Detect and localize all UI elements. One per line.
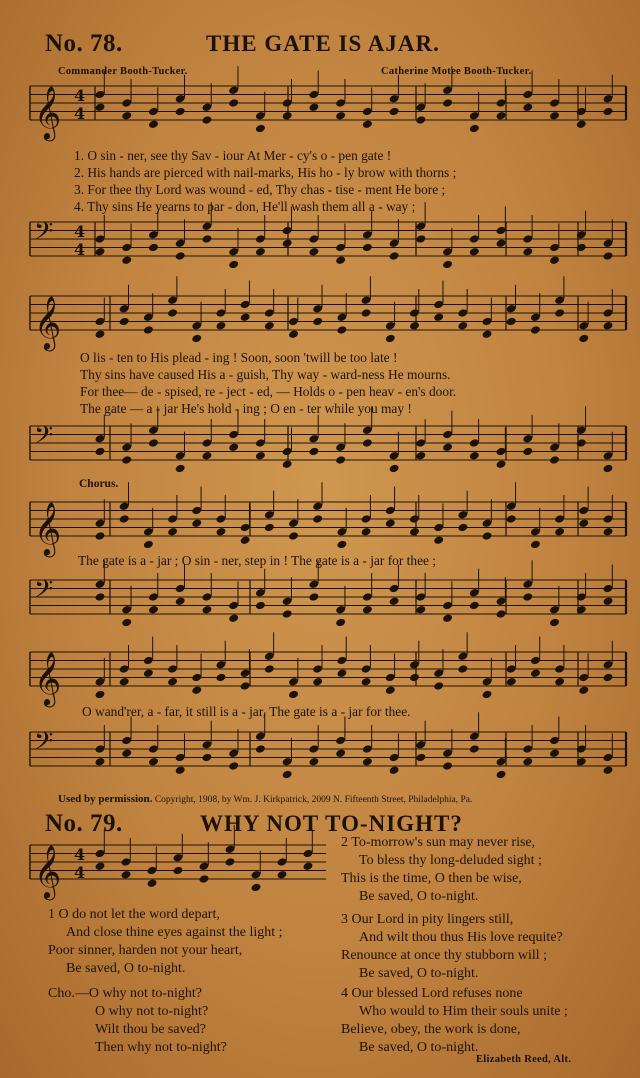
- note-head: [167, 308, 178, 318]
- note-head: [201, 234, 212, 244]
- note-head: [469, 601, 480, 611]
- poem-line: And wilt thou thus His love requite?: [359, 930, 563, 945]
- note-head: [147, 878, 158, 888]
- note-head: [442, 442, 453, 452]
- note-head: [385, 685, 396, 695]
- note-head: [361, 308, 372, 318]
- note-head: [255, 601, 266, 611]
- note-head: [362, 119, 373, 129]
- system-1-verses: [74, 147, 456, 215]
- note-head: [95, 329, 106, 339]
- note-head: [288, 531, 299, 541]
- note-head: [215, 527, 226, 537]
- note-head: [506, 317, 517, 327]
- note-head: [469, 247, 480, 257]
- note-head: [530, 325, 541, 335]
- time-signature: 4: [74, 240, 86, 259]
- note-head: [312, 317, 323, 327]
- note-head: [530, 540, 541, 550]
- note-head: [175, 596, 186, 606]
- note-head: [95, 861, 106, 871]
- note-head: [308, 102, 319, 112]
- chorus-line-1: The gate is a - jar ; O sin - ner, step in ! The gate is a - jar for thee ;: [78, 553, 437, 568]
- note-head: [469, 744, 480, 754]
- note-head: [191, 334, 202, 344]
- note-head: [228, 613, 239, 623]
- note-head: [415, 753, 426, 763]
- note-head: [95, 690, 106, 700]
- note-head: [522, 447, 533, 457]
- note-head: [228, 98, 239, 108]
- note-head: [335, 618, 346, 628]
- note-head: [554, 527, 565, 537]
- note-head: [496, 609, 507, 619]
- note-head: [175, 464, 186, 474]
- note-head: [228, 442, 239, 452]
- note-head: [433, 681, 444, 691]
- bass-clef: 𝄢: [34, 575, 54, 610]
- note-head: [199, 874, 210, 884]
- bass-clef: 𝄢: [34, 217, 54, 252]
- note-head: [173, 866, 184, 876]
- note-head: [312, 677, 323, 687]
- hymn-78-title: THE GATE IS AJAR.: [206, 31, 440, 56]
- note-head: [148, 438, 159, 448]
- note-head: [603, 765, 614, 775]
- note-head: [191, 518, 202, 528]
- note-head: [167, 677, 178, 687]
- treble-clef: 𝄞: [34, 651, 62, 705]
- note-head: [530, 668, 541, 678]
- note-head: [95, 247, 106, 257]
- note-head: [549, 748, 560, 758]
- note-head: [282, 459, 293, 469]
- verse-line: For thee— de - spised, re - ject - ed, — Holds o - pen heav - en's door.: [80, 384, 457, 399]
- hymn-79-number: No. 79.: [45, 810, 123, 837]
- note-head: [603, 107, 614, 117]
- stanza-1: [48, 906, 283, 978]
- note-head: [119, 677, 130, 687]
- poem-line: 1 O do not let the word depart,: [48, 907, 220, 922]
- poem-line: 4 Our blessed Lord refuses none: [341, 986, 523, 1001]
- note-head: [308, 757, 319, 767]
- time-signature: 4: [74, 863, 86, 882]
- note-head: [576, 119, 587, 129]
- note-head: [308, 247, 319, 257]
- note-head: [415, 451, 426, 461]
- note-head: [175, 765, 186, 775]
- chorus-line-2: O wand'rer, a - far, it still is a - jar, The gate is a - jar for thee.: [82, 704, 411, 719]
- note-head: [336, 668, 347, 678]
- note-head: [409, 673, 420, 683]
- note-head: [191, 685, 202, 695]
- note-head: [215, 673, 226, 683]
- note-head: [175, 251, 186, 261]
- note-head: [121, 618, 132, 628]
- note-head: [95, 102, 106, 112]
- note-head: [336, 540, 347, 550]
- note-head: [554, 677, 565, 687]
- note-head: [148, 605, 159, 615]
- note-head: [264, 321, 275, 331]
- time-signature: 4: [74, 845, 86, 864]
- note-head: [312, 514, 323, 524]
- note-head: [255, 247, 266, 257]
- note-head: [215, 321, 226, 331]
- note-head: [457, 664, 468, 674]
- verse-line: 2. His hands are pierced with nail-marks, His ho - ly brow with thorns ;: [74, 165, 457, 180]
- note-head: [409, 321, 420, 331]
- note-head: [228, 761, 239, 771]
- bass-clef: 𝄢: [34, 727, 54, 762]
- verse-line: 3. For thee thy Lord was wound - ed, Thy chas - tise - ment He bore ;: [74, 182, 446, 197]
- note-head: [469, 124, 480, 134]
- note-head: [308, 447, 319, 457]
- note-head: [240, 312, 251, 322]
- note-head: [442, 613, 453, 623]
- note-head: [482, 329, 493, 339]
- poem-line: Be saved, O to-night.: [359, 966, 479, 981]
- note-head: [549, 618, 560, 628]
- hymn-79-title: WHY NOT TO-NIGHT?: [200, 811, 463, 836]
- note-head: [603, 321, 614, 331]
- poem-line: To bless thy long-deluded sight ;: [359, 853, 542, 868]
- note-head: [496, 238, 507, 248]
- note-head: [282, 111, 293, 121]
- copyright-text: Copyright, 1908, by Wm. J. Kirkpatrick, 2009 N. Fifteenth Street, Philadelphia, Pa.: [154, 795, 473, 805]
- verse-line: The gate — a - jar He's hold - ing ; O en - ter while you may !: [80, 401, 412, 416]
- note-head: [282, 609, 293, 619]
- note-head: [442, 761, 453, 771]
- poem-line: 2 To-morrow's sun may never rise,: [341, 835, 536, 850]
- note-head: [228, 260, 239, 270]
- treble-clef: 𝄞: [34, 295, 62, 349]
- note-head: [201, 451, 212, 461]
- bass-clef: 𝄢: [34, 421, 54, 456]
- note-head: [282, 770, 293, 780]
- chorus-label: Chorus.: [79, 478, 119, 490]
- note-head: [578, 685, 589, 695]
- note-head: [121, 455, 132, 465]
- hymn-79-chorus: [48, 985, 227, 1057]
- note-head: [251, 883, 262, 893]
- note-head: [95, 447, 106, 457]
- note-head: [603, 527, 614, 537]
- hymn-78-number: No. 78.: [45, 30, 123, 57]
- note-head: [255, 451, 266, 461]
- verse-line: 4. Thy sins He yearns to par - don, He'll wash them all a - way ;: [74, 199, 416, 214]
- note-head: [496, 770, 507, 780]
- poem-line: Wilt thou be saved?: [95, 1022, 207, 1037]
- note-head: [119, 317, 130, 327]
- note-head: [469, 451, 480, 461]
- poem-line: 3 Our Lord in pity lingers still,: [341, 912, 514, 927]
- note-head: [362, 605, 373, 615]
- note-head: [522, 247, 533, 257]
- note-head: [522, 592, 533, 602]
- poem-line: Be saved, O to-night.: [359, 889, 479, 904]
- poem-line: And close thine eyes against the light ;: [66, 925, 283, 940]
- note-head: [457, 523, 468, 533]
- note-head: [143, 540, 154, 550]
- note-head: [385, 334, 396, 344]
- treble-clef: 𝄞: [34, 85, 62, 139]
- note-head: [389, 107, 400, 117]
- note-head: [201, 753, 212, 763]
- time-signature: 4: [74, 86, 86, 105]
- note-head: [308, 592, 319, 602]
- poem-line: Who would to Him their souls unite ;: [359, 1004, 568, 1019]
- note-head: [361, 677, 372, 687]
- note-head: [442, 98, 453, 108]
- note-head: [603, 251, 614, 261]
- stanza-2: [341, 834, 542, 906]
- note-head: [148, 757, 159, 767]
- note-head: [225, 857, 236, 867]
- note-head: [549, 111, 560, 121]
- poem-line: This is the time, O then be wise,: [341, 871, 522, 886]
- note-head: [362, 438, 373, 448]
- note-head: [288, 690, 299, 700]
- note-head: [167, 527, 178, 537]
- treble-clef: 𝄞: [34, 844, 62, 898]
- poem-line: O why not to-night?: [95, 1004, 209, 1019]
- note-head: [335, 455, 346, 465]
- note-head: [240, 535, 251, 545]
- note-head: [389, 251, 400, 261]
- note-head: [415, 234, 426, 244]
- note-head: [95, 592, 106, 602]
- note-head: [143, 325, 154, 335]
- note-head: [415, 115, 426, 125]
- note-head: [336, 325, 347, 335]
- note-head: [433, 312, 444, 322]
- note-head: [264, 664, 275, 674]
- note-head: [389, 464, 400, 474]
- note-head: [409, 527, 420, 537]
- stanza-3: [341, 911, 563, 983]
- note-head: [496, 459, 507, 469]
- note-head: [554, 308, 565, 318]
- note-head: [303, 861, 314, 871]
- note-head: [255, 744, 266, 754]
- note-head: [603, 596, 614, 606]
- note-head: [121, 111, 132, 121]
- time-signature: 4: [74, 222, 86, 241]
- note-head: [201, 115, 212, 125]
- note-head: [148, 119, 159, 129]
- note-head: [119, 514, 130, 524]
- note-head: [121, 748, 132, 758]
- poem-line: Then why not to-night?: [95, 1040, 227, 1055]
- copyright-lead: Used by permission.: [58, 793, 153, 805]
- note-head: [121, 255, 132, 265]
- poem-line: Believe, obey, the work is done,: [341, 1022, 521, 1037]
- note-head: [95, 757, 106, 767]
- note-head: [264, 523, 275, 533]
- note-head: [506, 677, 517, 687]
- poem-line: Renounce at once thy stubborn will ;: [341, 948, 548, 963]
- time-signature: 4: [74, 104, 86, 123]
- verse-line: 1. O sin - ner, see thy Sav - iour At Mer - cy's o - pen gate !: [74, 148, 392, 163]
- note-head: [175, 107, 186, 117]
- note-head: [603, 673, 614, 683]
- note-head: [496, 111, 507, 121]
- note-head: [415, 605, 426, 615]
- verse-line: Thy sins have caused His a - guish, Thy way - ward-ness He mourns.: [80, 367, 451, 382]
- note-head: [288, 329, 299, 339]
- note-head: [335, 255, 346, 265]
- note-head: [522, 102, 533, 112]
- note-head: [255, 124, 266, 134]
- note-head: [482, 531, 493, 541]
- note-head: [361, 527, 372, 537]
- copyright-line: [58, 793, 472, 805]
- note-head: [578, 334, 589, 344]
- stanza-4: [341, 985, 568, 1057]
- note-head: [578, 518, 589, 528]
- note-head: [362, 243, 373, 253]
- note-head: [121, 870, 132, 880]
- note-head: [549, 255, 560, 265]
- note-head: [282, 238, 293, 248]
- note-head: [143, 668, 154, 678]
- note-head: [433, 535, 444, 545]
- note-head: [389, 596, 400, 606]
- note-head: [603, 464, 614, 474]
- poem-line: Poor sinner, harden not your heart,: [48, 943, 243, 958]
- note-head: [335, 111, 346, 121]
- treble-clef: 𝄞: [34, 501, 62, 555]
- note-head: [506, 514, 517, 524]
- note-head: [335, 748, 346, 758]
- note-head: [389, 765, 400, 775]
- note-head: [362, 757, 373, 767]
- hymn-78-composer: Commander Booth-Tucker.: [58, 66, 188, 77]
- note-head: [482, 690, 493, 700]
- verse-line: O lis - ten to His plead - ing ! Soon, soon 'twill be too late !: [80, 350, 398, 365]
- system-2-verses: [80, 349, 456, 417]
- note-head: [201, 605, 212, 615]
- note-head: [549, 455, 560, 465]
- note-head: [522, 757, 533, 767]
- hymn-79-attribution: Elizabeth Reed, Alt.: [476, 1054, 572, 1065]
- note-head: [240, 681, 251, 691]
- note-head: [277, 870, 288, 880]
- hymn-78-author: Catherine Motee Booth-Tucker.: [381, 66, 532, 77]
- note-head: [457, 321, 468, 331]
- note-head: [95, 531, 106, 541]
- poem-line: Be saved, O to-night.: [359, 1040, 479, 1055]
- note-head: [148, 243, 159, 253]
- poem-line: Be saved, O to-night.: [66, 961, 186, 976]
- note-head: [385, 518, 396, 528]
- note-head: [442, 260, 453, 270]
- poem-line: Cho.—O why not to-night?: [48, 986, 202, 1001]
